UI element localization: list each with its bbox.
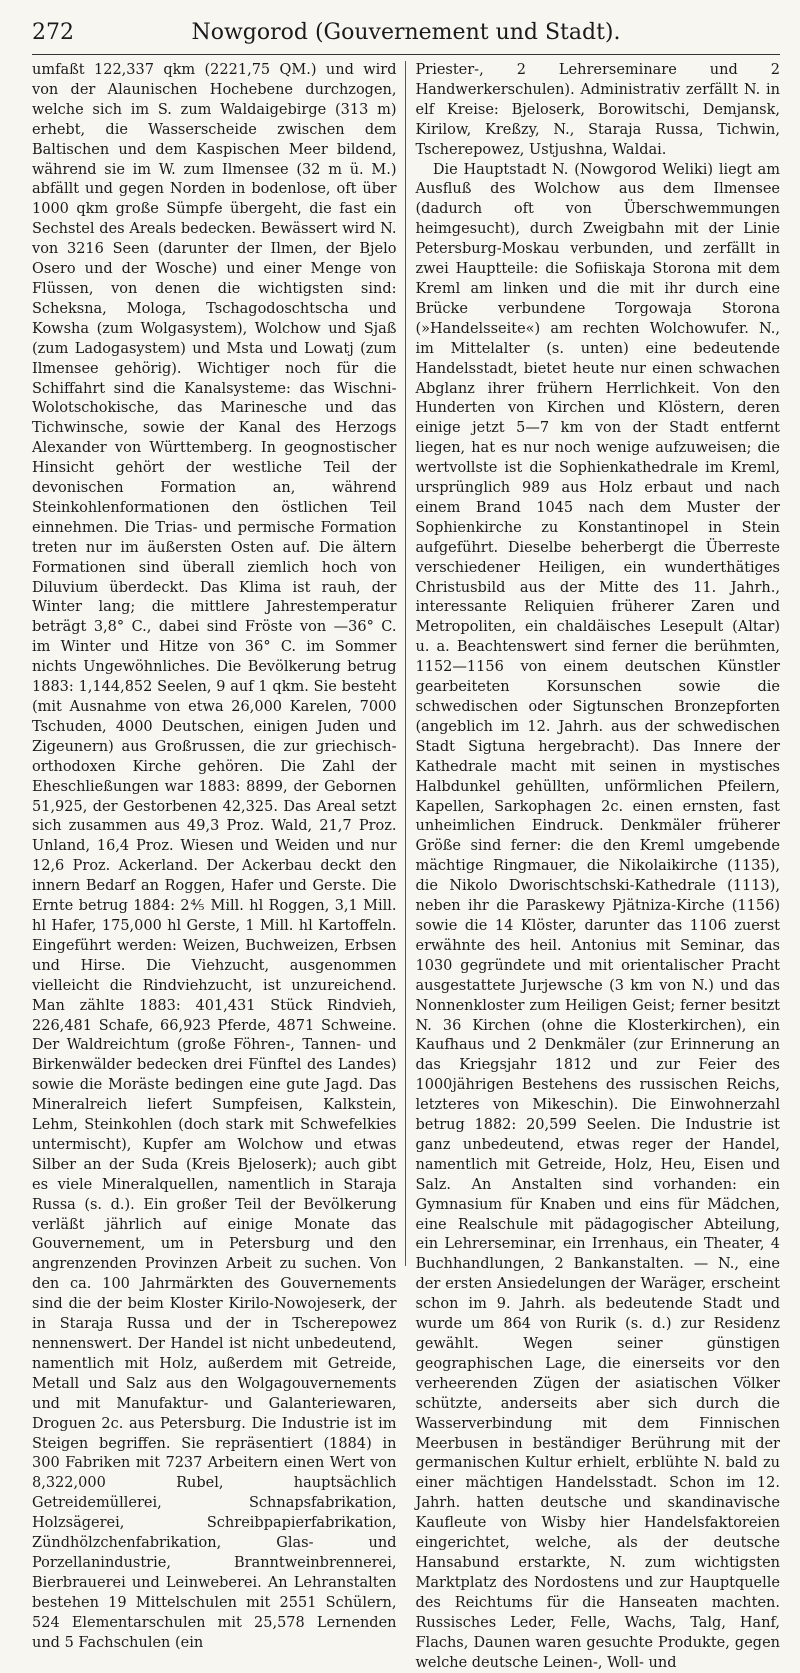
- paragraph: Priester-, 2 Lehrerseminare und 2 Handwerkerschulen). Administrativ zerfällt N. in elf Kreise: Bjeloserk, Borowitschi, Demjansk, Kirilow, Kreßzy, N., Staraja Russa, Tichwin, Tscherepowez, Ustjushna, Waldai.: [415, 62, 780, 158]
- running-head: Nowgorod (Gouvernement und Stadt).: [191, 20, 621, 45]
- paragraph: umfaßt 122,337 qkm (2221,75 QM.) und wird von der Alaunischen Hochebene durchzogen, welche sich im S. zum Waldaigebirge (313 m) erhebt, die Wasserscheide zwischen dem Baltischen und dem Kaspischen Meer bildend, während sie im W. zum Ilmensee (32 m ü. M.) abfällt und gegen Norden in bodenlose, oft über 1000 qkm große Sümpfe übergeht, die fast ein Sechstel des Areals bedecken. Bewässert wird N. von 3216 Seen (darunter der Ilmen, der Bjelo Osero und der Wosche) und einer Menge von Flüssen, von denen die wichtigsten sind: Scheksna, Mologa, Tschagodoschtscha und Kowsha (zum Wolgasystem), Wolchow und Sjaß (zum Ladogasystem) und Msta und Lowatj (zum Ilmensee gehörig). Wichtiger noch für die Schiffahrt sind die Kanalsysteme: das Wischni-Wolotschokische, das Marinesche und das Tichwinsche, sowie der Kanal des Herzogs Alexander von Württemberg. In geognostischer Hinsicht gehört der westliche Teil der devonischen Formation an, während Steinkohlenformationen den östlichen Teil einnehmen. Die Trias- und permische Formation treten nur im äußersten Osten auf. Die ältern Formationen sind überall ziemlich hoch von Diluvium überdeckt. Das Klima ist rauh, der Winter lang; die mittlere Jahrestemperatur beträgt 3,8° C., dabei sind Fröste von —36° C. im Winter und Hitze von 36° C. im Sommer nichts Ungewöhnliches. Die Bevölkerung betrug 1883: 1,144,852 Seelen, 9 auf 1 qkm. Sie besteht (mit Ausnahme von etwa 26,000 Karelen, 7000 Tschuden, 4000 Deutschen, einigen Juden und Zigeunern) aus Großrussen, die zur griechisch-orthodoxen Kirche gehören. Die Zahl der Eheschließungen war 1883: 8899, der Gebornen 51,925, der Gestorbenen 42,325. Das Areal setzt sich zusammen aus 49,3 Proz. Wald, 21,7 Proz. Unland, 16,4 Proz. Wiesen und Weiden und nur 12,6 Proz. Ackerland. Der Ackerbau deckt den innern Bedarf an Roggen, Hafer und Gerste. Die Ernte betrug 1884: 2⅘ Mill. hl Roggen, 3,1 Mill. hl Hafer, 175,000 hl Gerste, 1 Mill. hl Kartoffeln. Eingeführt werden: Weizen, Buchweizen, Erbsen und Hirse. Die Viehzucht, ausgenommen vielleicht die Rindviehzucht, ist unzureichend. Man zählte 1883: 401,431 Stück Rindvieh, 226,481 Schafe, 66,923 Pferde, 4871 Schweine. Der Waldreichtum (große Föhren-, Tannen- und Birkenwälder bedecken drei Fünftel des Landes) sowie die Moräste bedingen eine gute Jagd. Das Mineralreich liefert Sumpfeisen, Kalkstein, Lehm, Steinkohlen (doch stark mit Schwefelkies untermischt), Kupfer am Wolchow und etwas Silber an der Suda (Kreis Bjeloserk); auch gibt es viele Mineralquellen, namentlich in Staraja Russa (s. d.). Ein großer Teil der Bevölkerung verläßt jährlich auf einige Monate das Gouvernement, um in Petersburg und den angrenzenden Provinzen Arbeit zu suchen. Von den ca. 100 Jahrmärkten des Gouvernements sind die der beim Kloster Kirilo-Nowojeserk, der in Staraja Russa und der in Tscherepowez nennenswert. Der Handel ist nicht unbedeutend, namentlich mit Holz, außerdem mit Getreide, Metall und Salz aus den Wolgagouvernements und mit Manufaktur- und Galanteriewaren, Droguen 2c. aus Petersburg. Die Industrie ist im Steigen begriffen. Sie repräsentiert (1884) in 300 Fabriken mit 7237 Arbeitern einen Wert von 8,322,000 Rubel, hauptsächlich Getreidemüllerei, Schnapsfabrikation, Holzsägerei, Schreibpapierfabrikation, Zündhölzchenfabrikation, Glas- und Porzellanindustrie, Branntweinbrennerei, Bierbrauerei und Leinweberei. An Lehranstalten bestehen 19 Mittelschulen mit 2551 Schülern, 524 Elementarschulen mit 25,578 Lernenden und 5 Fachschulen (ein: [32, 62, 397, 1651]
- page-header: [32, 14, 780, 55]
- text-columns: [32, 61, 780, 1671]
- page-number: 272: [32, 20, 74, 45]
- left-column: [32, 61, 406, 1651]
- right-column: [415, 61, 781, 1671]
- paragraph: Die Hauptstadt N. (Nowgorod Weliki) liegt am Ausfluß des Wolchow aus dem Ilmensee (dadurch oft von Überschwemmungen heimgesucht), durch Zweigbahn mit der Linie Petersburg-Moskau verbunden, und zerfällt in zwei Hauptteile: die Sofiiskaja Storona mit dem Kreml am linken und die mit ihr durch eine Brücke verbundene Torgowaja Storona (»Handelsseite«) am rechten Wolchowufer. N., im Mittelalter (s. unten) eine bedeutende Handelsstadt, bietet heute nur einen schwachen Abglanz ihrer frühern Herrlichkeit. Von den Hunderten von Kirchen und Klöstern, deren einige jetzt 5—7 km von der Stadt entfernt liegen, hat es nur noch wenige aufzuweisen; die wertvollste ist die Sophienkathedrale im Kreml, ursprünglich 989 aus Holz erbaut und nach einem Brand 1045 nach dem Muster der Sophienkirche zu Konstantinopel in Stein aufgeführt. Dieselbe beherbergt die Überreste verschiedener Heiligen, ein wunderthätiges Christusbild aus der Mitte des 11. Jahrh., interessante Reliquien früherer Zaren und Metropoliten, ein chaldäisches Lesepult (Altar) u. a. Beachtenswert sind ferner die berühmten, 1152—1156 von einem deutschen Künstler gearbeiteten Korsunschen sowie die schwedischen oder Sigtunschen Bronzepforten (angeblich im 12. Jahrh. aus der schwedischen Stadt Sigtuna hergebracht). Das Innere der Kathedrale macht mit seinen in mystisches Halbdunkel gehüllten, unförmlichen Pfeilern, Kapellen, Sarkophagen 2c. einen ernsten, fast unheimlichen Eindruck. Denkmäler früherer Größe sind ferner: die den Kreml umgebende mächtige Ringmauer, die Nikolaikirche (1135), die Nikolo Dworischtschski-Kathedrale (1113), neben ihr die Paraskewy Pjätniza-Kirche (1156) sowie die 14 Klöster, darunter das 1106 zuerst erwähnte des heil. Antonius mit Seminar, das 1030 gegründete und mit orientalischer Pracht ausgestattete Jurjewsche (3 km von N.) und das Nonnenkloster zum Heiligen Geist; ferner besitzt N. 36 Kirchen (ohne die Klosterkirchen), ein Kaufhaus und 2 Denkmäler (zur Erinnerung an das Kriegsjahr 1812 und zur Feier des 1000jährigen Bestehens des russischen Reichs, letzteres von Mikeschin). Die Einwohnerzahl betrug 1882: 20,599 Seelen. Die Industrie ist ganz unbedeutend, etwas reger der Handel, namentlich mit Getreide, Holz, Heu, Eisen und Salz. An Anstalten sind vorhanden: ein Gymnasium für Knaben und eins für Mädchen, eine Realschule mit pädagogischer Abteilung, ein Lehrerseminar, ein Irrenhaus, ein Theater, 4 Buchhandlungen, 2 Bankanstalten. — N., eine der ersten Ansiedelungen der Waräger, erscheint schon im 9. Jahrh. als bedeutende Stadt und wurde um 864 von Rurik (s. d.) zur Residenz gewählt. Wegen seiner günstigen geographischen Lage, die einerseits vor den verheerenden Zügen der asiatischen Völker schützte, anderseits aber sich durch die Wasserverbindung mit dem Finnischen Meerbusen in beständiger Berührung mit der germanischen Kultur erhielt, erblühte N. bald zu einer mächtigen Handelsstadt. Schon im 12. Jahrh. hatten deutsche und skandinavische Kaufleute von Wisby hier Handelsfaktoreien eingerichtet, welche, als der deutsche Hansabund erstarkte, N. zum wichtigsten Marktplatz des Nordostens und zur Hauptquelle des Reichtums für die Hanseaten machten. Russisches Leder, Felle, Wachs, Talg, Hanf, Flachs, Daunen waren gesuchte Produkte, gegen welche deutsche Leinen-, Woll- und: [415, 161, 780, 1671]
